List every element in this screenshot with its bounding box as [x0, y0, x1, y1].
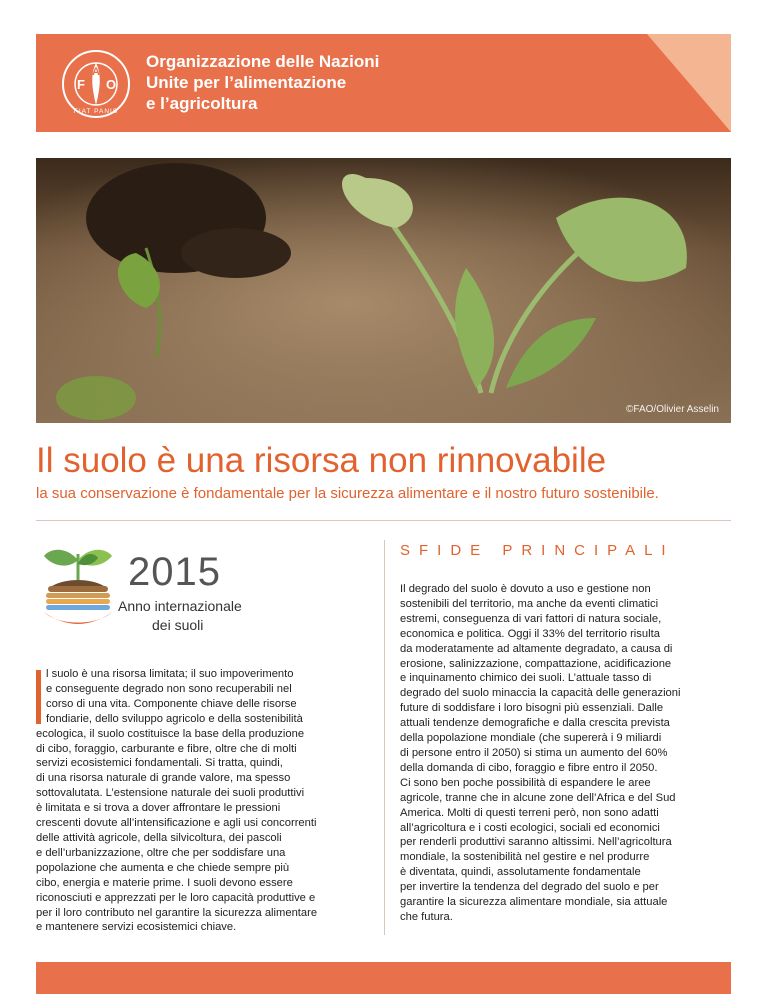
- text-line: erosione, salinizzazione, compattazione, acidificazione: [400, 657, 672, 670]
- fao-logo: [61, 49, 131, 119]
- header-band: [36, 34, 731, 132]
- footer-band: [36, 962, 731, 994]
- organization-name: [146, 51, 379, 114]
- text-line: sostenibili del territorio, ma anche da eventi climatici: [400, 597, 659, 610]
- text-line: è diventata, quindi, assolutamente fondamentale: [400, 866, 641, 879]
- text-line: e inquinamento chimico dei suoli. L’attuale tasso di: [400, 672, 652, 685]
- text-line: America. Molti di questi terreni però, non sono adatti: [400, 806, 659, 819]
- cover-photo: [36, 158, 731, 423]
- page-title: Il suolo è una risorsa non rinnovabile: [36, 441, 607, 480]
- iys-title-line-1: Anno internazionale: [118, 598, 242, 614]
- text-line: attuali tendenze demografiche e dalla crescita prevista: [400, 717, 670, 730]
- text-line: economica e politica. Oggi il 33% del territorio risulta: [400, 627, 660, 640]
- text-line: popolazione che aumenta e che chiede sempre più: [36, 861, 290, 874]
- text-line: estremi, conseguenza di vari fattori di natura sociale,: [400, 612, 662, 625]
- text-line: di una risorsa naturale di grande valore, ma spesso: [36, 772, 291, 785]
- hand-icon: [44, 612, 112, 624]
- sprout-leaf-icon: [44, 550, 78, 566]
- text-line: riconosciuti e apprezzati per le loro capacità produttive e: [36, 891, 316, 904]
- photo-credit: ©FAO/Olivier Asselin: [626, 404, 719, 415]
- text-line: che futura.: [400, 910, 453, 923]
- text-line: fondiarie, dello sviluppo agricolo e della sostenibilità: [46, 712, 303, 725]
- header-corner-accent: [647, 34, 731, 132]
- text-line: per invertire la tendenza del degrado del suolo e per: [400, 881, 659, 894]
- text-line: cibo, energia e materie prime. I suoli devono essere: [36, 876, 293, 889]
- soil-seedling-illustration: [36, 158, 731, 423]
- challenges-paragraph: [400, 582, 735, 925]
- column-divider: [384, 540, 385, 935]
- text-line: future di soddisfare i loro bisogni più essenziali. Dalle: [400, 702, 664, 715]
- section-heading: SFIDE PRINCIPALI: [400, 542, 675, 559]
- divider: [36, 520, 731, 521]
- text-line: della popolazione mondiale (che supererà i 9 miliardi: [400, 732, 662, 745]
- intro-paragraph: [36, 667, 366, 935]
- page-subtitle: la sua conservazione è fondamentale per la sicurezza alimentare e il nostro futuro sostenibile.: [36, 485, 659, 502]
- text-line: sottovalutata. L’estensione naturale dei suoli produttivi: [36, 787, 305, 800]
- text-line: e mantenere servizi ecosistemici chiave.: [36, 921, 237, 934]
- text-line: della domanda di cibo, foraggio e fibre entro il 2050.: [400, 761, 658, 774]
- text-line: per il loro contributo nel garantire la sicurezza alimentare: [36, 906, 318, 919]
- text-line: di cibo, foraggio, carburante e fibre, oltre che di molti: [36, 742, 297, 755]
- logo-letter-a: A: [92, 66, 100, 78]
- text-line: mondiale, la sostenibilità nel gestire e nel produrre: [400, 851, 650, 864]
- text-line: degrado del suolo minaccia la capacità delle generazioni: [400, 687, 681, 700]
- text-line: all’agricoltura e i costi ecologici, sociali ed economici: [400, 821, 660, 834]
- org-name-line-2: Unite per l’alimentazione: [146, 73, 347, 92]
- text-line: servizi ecosistemici fondamentali. Si tratta, quindi,: [36, 757, 283, 770]
- text-line: è limitata e si trova a dover affrontare le pressioni: [36, 802, 281, 815]
- text-line: agricole, tranne che in alcune zone dell’Africa e del Sud: [400, 791, 676, 804]
- iys-title-line-2: dei suoli: [152, 617, 204, 633]
- iys-year: 2015: [128, 550, 221, 594]
- text-line: crescenti dovute all’intensificazione e agli usi concorrenti: [36, 817, 317, 830]
- text-line: delle attività agricole, della silvicoltura, dei pascoli: [36, 831, 282, 844]
- text-line: e dell’urbanizzazione, oltre che per soddisfare una: [36, 846, 286, 859]
- text-line: garantire la sicurezza alimentare mondiale, sia attuale: [400, 896, 668, 909]
- text-line: Ci sono ben poche possibilità di espandere le aree: [400, 776, 651, 789]
- text-line: Il degrado del suolo è dovuto a uso e gestione non: [400, 583, 651, 595]
- text-line: da moderatamente ad altamente degradato, a causa di: [400, 642, 673, 655]
- text-line: di persone entro il 2050) si stima un aumento del 60%: [400, 746, 668, 759]
- text-line: l suolo è una risorsa limitata; il suo impoverimento: [46, 668, 294, 680]
- international-year-of-soils-logo: [38, 540, 118, 632]
- drop-cap: [36, 670, 41, 724]
- text-line: e conseguente degrado non sono recuperabili nel: [46, 682, 292, 695]
- org-name-line-1: Organizzazione delle Nazioni: [146, 52, 380, 71]
- logo-letter-f: F: [77, 77, 85, 92]
- text-line: per renderli produttivi saranno altissimi. Nell’agricoltura: [400, 836, 672, 849]
- text-line: ecologica, il suolo costituisce la base della produzione: [36, 727, 305, 740]
- org-name-line-3: e l’agricoltura: [146, 94, 258, 113]
- logo-letter-o: O: [105, 77, 117, 92]
- logo-motto: FIAT PANIS: [73, 108, 119, 115]
- text-line: corso di una vita. Componente chiave delle risorse: [46, 697, 297, 710]
